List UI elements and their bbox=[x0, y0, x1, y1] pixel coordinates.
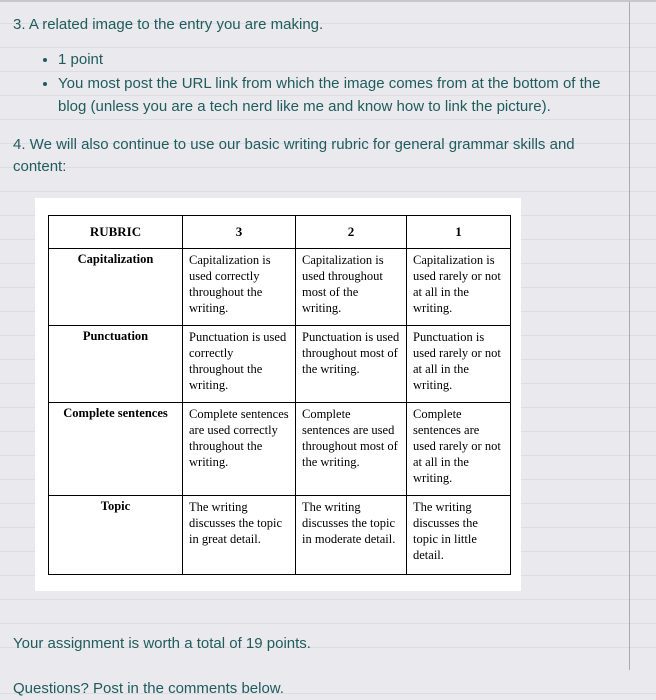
rubric-cell: Complete sentences are used throughout most of the writing. bbox=[296, 403, 407, 496]
rubric-header-title: RUBRIC bbox=[49, 216, 183, 249]
table-row-capitalization bbox=[49, 249, 511, 326]
rubric-criterion: Capitalization bbox=[49, 249, 183, 326]
rubric-cell: The writing discusses the topic in great detail. bbox=[183, 496, 296, 575]
rubric-cell: Punctuation is used throughout most of the writing. bbox=[296, 326, 407, 403]
bullet-url-requirement: • You most post the URL link from which the image comes from at the bottom of the blog (unless you are a tech nerd like me and know how to link the picture). bbox=[58, 72, 616, 118]
rubric-cell: Punctuation is used correctly throughout the writing. bbox=[183, 326, 296, 403]
rubric-image bbox=[35, 198, 521, 591]
item-3-bullet-list bbox=[13, 48, 616, 118]
rubric-header-score-1: 1 bbox=[407, 216, 511, 249]
post-body bbox=[0, 2, 656, 700]
rubric-header-row bbox=[49, 216, 511, 249]
rubric-cell: Capitalization is used correctly throughout the writing. bbox=[183, 249, 296, 326]
rubric-cell: The writing discusses the topic in little detail. bbox=[407, 496, 511, 575]
rubric-header-score-2: 2 bbox=[296, 216, 407, 249]
instruction-item-3: 3. A related image to the entry you are making. bbox=[13, 16, 324, 33]
rubric-cell: Punctuation is used rarely or not at all in the writing. bbox=[407, 326, 511, 403]
table-row-complete-sentences bbox=[49, 403, 511, 496]
table-row-topic bbox=[49, 496, 511, 575]
rubric-cell: Capitalization is used throughout most of the writing. bbox=[296, 249, 407, 326]
rubric-criterion: Topic bbox=[49, 496, 183, 575]
questions-prompt: Questions? Post in the comments below. bbox=[13, 680, 284, 697]
rubric-cell: Complete sentences are used correctly throughout the writing. bbox=[183, 403, 296, 496]
bullet-point-value: • 1 point bbox=[58, 48, 616, 71]
rubric-header-score-3: 3 bbox=[183, 216, 296, 249]
assignment-total-points: Your assignment is worth a total of 19 points. bbox=[13, 635, 311, 652]
rubric-criterion: Punctuation bbox=[49, 326, 183, 403]
rubric-criterion: Complete sentences bbox=[49, 403, 183, 496]
rubric-cell: Complete sentences are used rarely or not at all in the writing. bbox=[407, 403, 511, 496]
rubric-cell: The writing discusses the topic in moderate detail. bbox=[296, 496, 407, 575]
instruction-item-4: 4. We will also continue to use our basic writing rubric for general grammar skills and content: bbox=[13, 136, 575, 175]
rubric-table bbox=[48, 215, 511, 575]
table-row-punctuation bbox=[49, 326, 511, 403]
rubric-cell: Capitalization is used rarely or not at all in the writing. bbox=[407, 249, 511, 326]
